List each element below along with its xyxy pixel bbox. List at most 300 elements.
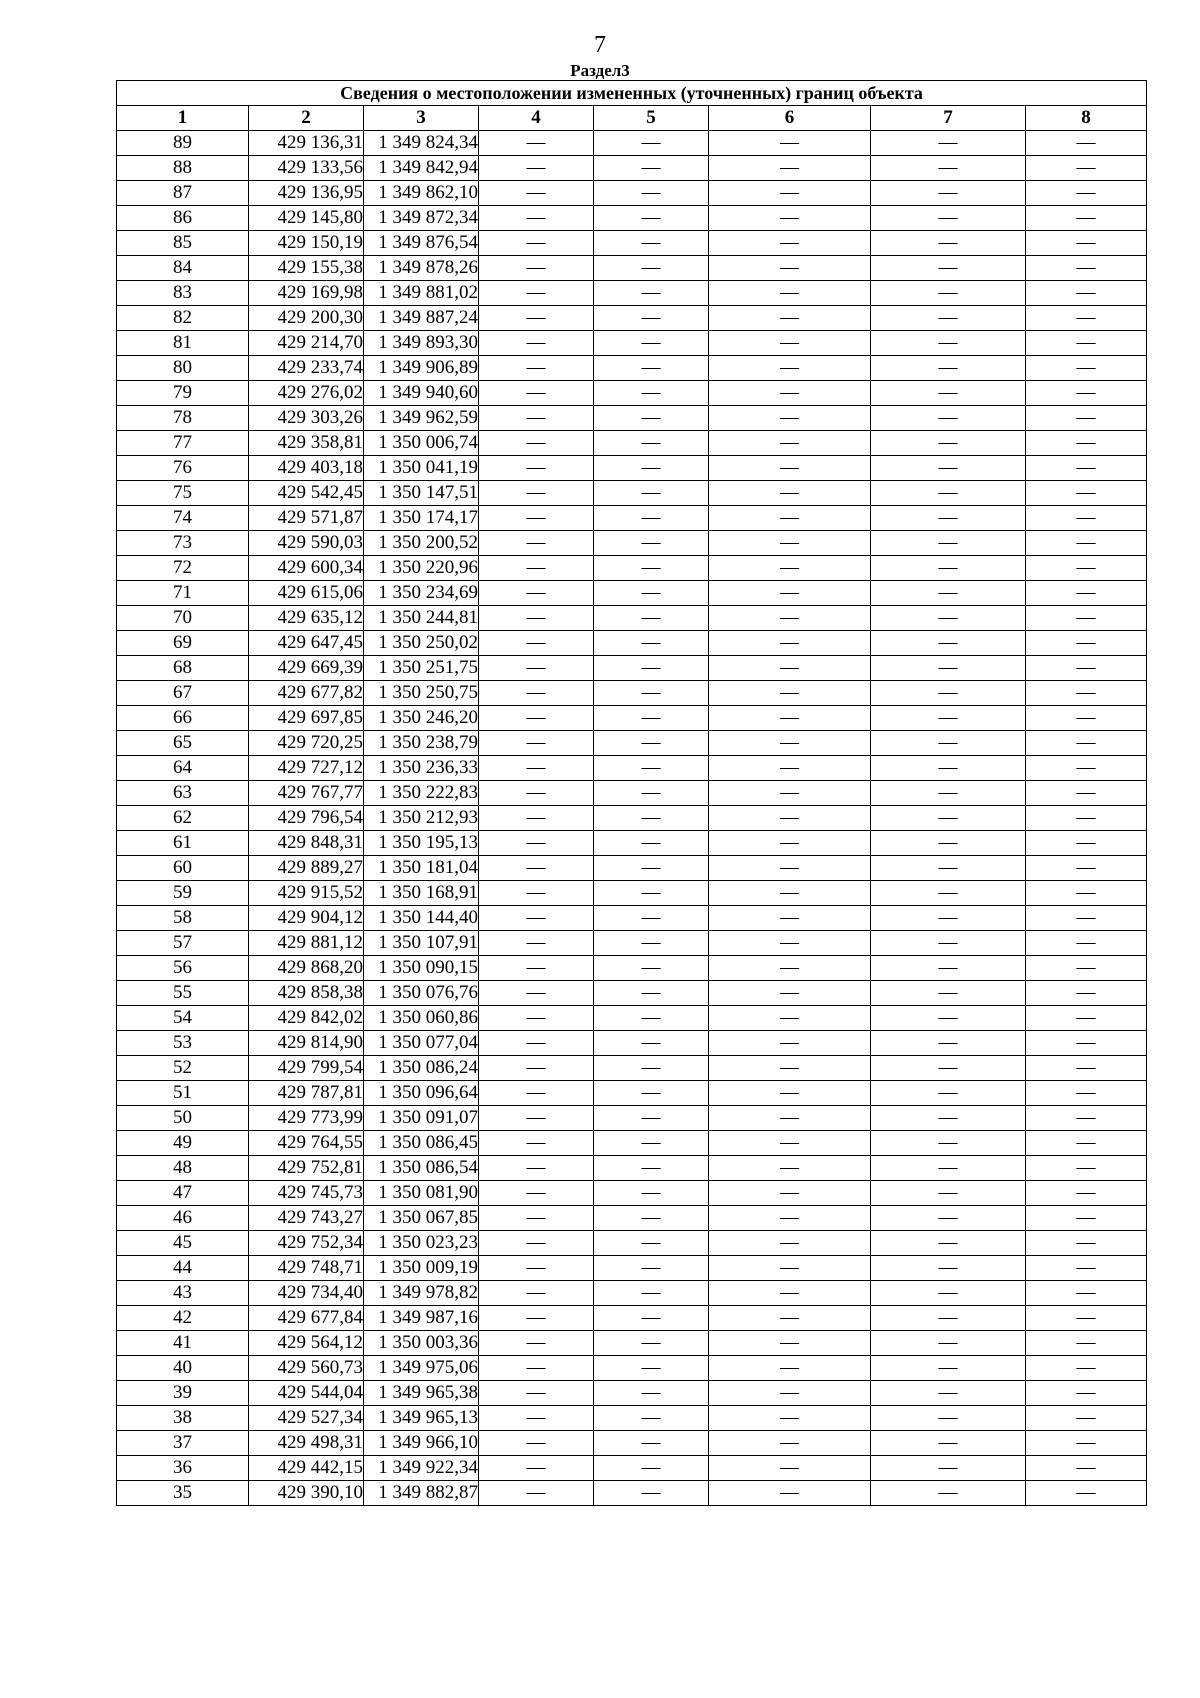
empty-value-cell: — (709, 156, 871, 181)
y-coordinate-cell: 1 350 220,96 (364, 556, 479, 581)
empty-value-cell: — (479, 381, 594, 406)
table-row (117, 906, 1147, 931)
empty-value-cell: — (479, 431, 594, 456)
y-coordinate-cell: 1 350 244,81 (364, 606, 479, 631)
empty-value-cell: — (709, 1331, 871, 1356)
empty-value-cell: — (871, 181, 1026, 206)
empty-value-cell: — (871, 831, 1026, 856)
table-row (117, 681, 1147, 706)
point-number-cell: 52 (117, 1056, 249, 1081)
point-number-cell: 64 (117, 756, 249, 781)
empty-value-cell: — (1026, 581, 1147, 606)
empty-value-cell: — (594, 881, 709, 906)
empty-value-cell: — (871, 1481, 1026, 1506)
empty-value-cell: — (479, 956, 594, 981)
empty-value-cell: — (479, 131, 594, 156)
point-number-cell: 67 (117, 681, 249, 706)
y-coordinate-cell: 1 350 090,15 (364, 956, 479, 981)
empty-value-cell: — (709, 1406, 871, 1431)
empty-value-cell: — (709, 506, 871, 531)
table-row (117, 581, 1147, 606)
column-number: 8 (1026, 106, 1147, 131)
y-coordinate-cell: 1 350 246,20 (364, 706, 479, 731)
empty-value-cell: — (871, 556, 1026, 581)
empty-value-cell: — (871, 406, 1026, 431)
y-coordinate-cell: 1 349 965,38 (364, 1381, 479, 1406)
empty-value-cell: — (1026, 1431, 1147, 1456)
empty-value-cell: — (479, 256, 594, 281)
table-row (117, 431, 1147, 456)
table-row (117, 1381, 1147, 1406)
empty-value-cell: — (479, 1456, 594, 1481)
empty-value-cell: — (594, 756, 709, 781)
point-number-cell: 71 (117, 581, 249, 606)
y-coordinate-cell: 1 350 091,07 (364, 1106, 479, 1131)
x-coordinate-cell: 429 214,70 (249, 331, 364, 356)
empty-value-cell: — (479, 806, 594, 831)
empty-value-cell: — (871, 481, 1026, 506)
y-coordinate-cell: 1 350 107,91 (364, 931, 479, 956)
empty-value-cell: — (594, 481, 709, 506)
table-row (117, 1356, 1147, 1381)
y-coordinate-cell: 1 350 067,85 (364, 1206, 479, 1231)
x-coordinate-cell: 429 564,12 (249, 1331, 364, 1356)
boundary-coordinates-table (116, 80, 1147, 1506)
x-coordinate-cell: 429 136,95 (249, 181, 364, 206)
y-coordinate-cell: 1 350 006,74 (364, 431, 479, 456)
empty-value-cell: — (709, 1181, 871, 1206)
empty-value-cell: — (594, 1131, 709, 1156)
point-number-cell: 42 (117, 1306, 249, 1331)
y-coordinate-cell: 1 350 212,93 (364, 806, 479, 831)
x-coordinate-cell: 429 647,45 (249, 631, 364, 656)
empty-value-cell: — (1026, 1156, 1147, 1181)
empty-value-cell: — (594, 131, 709, 156)
empty-value-cell: — (594, 1406, 709, 1431)
table-row (117, 156, 1147, 181)
empty-value-cell: — (871, 1306, 1026, 1331)
y-coordinate-cell: 1 349 824,34 (364, 131, 479, 156)
x-coordinate-cell: 429 615,06 (249, 581, 364, 606)
y-coordinate-cell: 1 350 096,64 (364, 1081, 479, 1106)
x-coordinate-cell: 429 752,34 (249, 1231, 364, 1256)
table-row (117, 1306, 1147, 1331)
table-row (117, 481, 1147, 506)
x-coordinate-cell: 429 748,71 (249, 1256, 364, 1281)
table-row (117, 1281, 1147, 1306)
empty-value-cell: — (1026, 356, 1147, 381)
x-coordinate-cell: 429 868,20 (249, 956, 364, 981)
y-coordinate-cell: 1 349 887,24 (364, 306, 479, 331)
x-coordinate-cell: 429 600,34 (249, 556, 364, 581)
empty-value-cell: — (709, 756, 871, 781)
empty-value-cell: — (594, 531, 709, 556)
point-number-cell: 61 (117, 831, 249, 856)
empty-value-cell: — (479, 331, 594, 356)
x-coordinate-cell: 429 544,04 (249, 1381, 364, 1406)
point-number-cell: 79 (117, 381, 249, 406)
y-coordinate-cell: 1 350 077,04 (364, 1031, 479, 1056)
empty-value-cell: — (1026, 656, 1147, 681)
point-number-cell: 48 (117, 1156, 249, 1181)
empty-value-cell: — (1026, 156, 1147, 181)
empty-value-cell: — (871, 881, 1026, 906)
empty-value-cell: — (594, 456, 709, 481)
y-coordinate-cell: 1 350 238,79 (364, 731, 479, 756)
point-number-cell: 47 (117, 1181, 249, 1206)
x-coordinate-cell: 429 136,31 (249, 131, 364, 156)
empty-value-cell: — (709, 731, 871, 756)
empty-value-cell: — (871, 956, 1026, 981)
empty-value-cell: — (871, 1356, 1026, 1381)
empty-value-cell: — (871, 781, 1026, 806)
empty-value-cell: — (871, 431, 1026, 456)
table-row (117, 281, 1147, 306)
empty-value-cell: — (709, 831, 871, 856)
empty-value-cell: — (871, 1031, 1026, 1056)
empty-value-cell: — (1026, 731, 1147, 756)
point-number-cell: 87 (117, 181, 249, 206)
table-row (117, 231, 1147, 256)
table-row (117, 831, 1147, 856)
y-coordinate-cell: 1 350 222,83 (364, 781, 479, 806)
empty-value-cell: — (709, 1081, 871, 1106)
empty-value-cell: — (871, 1206, 1026, 1231)
empty-value-cell: — (1026, 1231, 1147, 1256)
empty-value-cell: — (594, 406, 709, 431)
empty-value-cell: — (1026, 1131, 1147, 1156)
empty-value-cell: — (709, 931, 871, 956)
y-coordinate-cell: 1 349 975,06 (364, 1356, 479, 1381)
point-number-cell: 60 (117, 856, 249, 881)
y-coordinate-cell: 1 350 174,17 (364, 506, 479, 531)
point-number-cell: 76 (117, 456, 249, 481)
empty-value-cell: — (594, 306, 709, 331)
empty-value-cell: — (709, 1031, 871, 1056)
empty-value-cell: — (871, 656, 1026, 681)
empty-value-cell: — (1026, 431, 1147, 456)
empty-value-cell: — (871, 306, 1026, 331)
empty-value-cell: — (594, 1431, 709, 1456)
point-number-cell: 49 (117, 1131, 249, 1156)
empty-value-cell: — (594, 356, 709, 381)
empty-value-cell: — (871, 981, 1026, 1006)
empty-value-cell: — (479, 706, 594, 731)
empty-value-cell: — (1026, 781, 1147, 806)
empty-value-cell: — (871, 531, 1026, 556)
x-coordinate-cell: 429 233,74 (249, 356, 364, 381)
x-coordinate-cell: 429 590,03 (249, 531, 364, 556)
point-number-cell: 38 (117, 1406, 249, 1431)
y-coordinate-cell: 1 349 893,30 (364, 331, 479, 356)
y-coordinate-cell: 1 349 862,10 (364, 181, 479, 206)
table-row (117, 131, 1147, 156)
empty-value-cell: — (479, 356, 594, 381)
y-coordinate-cell: 1 349 881,02 (364, 281, 479, 306)
empty-value-cell: — (594, 681, 709, 706)
empty-value-cell: — (709, 1206, 871, 1231)
empty-value-cell: — (1026, 1006, 1147, 1031)
point-number-cell: 36 (117, 1456, 249, 1481)
x-coordinate-cell: 429 697,85 (249, 706, 364, 731)
empty-value-cell: — (709, 1356, 871, 1381)
x-coordinate-cell: 429 734,40 (249, 1281, 364, 1306)
point-number-cell: 37 (117, 1431, 249, 1456)
table-row (117, 1156, 1147, 1181)
point-number-cell: 58 (117, 906, 249, 931)
empty-value-cell: — (709, 1156, 871, 1181)
table-row (117, 1456, 1147, 1481)
empty-value-cell: — (479, 181, 594, 206)
table-row (117, 331, 1147, 356)
empty-value-cell: — (871, 856, 1026, 881)
x-coordinate-cell: 429 669,39 (249, 656, 364, 681)
empty-value-cell: — (709, 1056, 871, 1081)
empty-value-cell: — (1026, 806, 1147, 831)
x-coordinate-cell: 429 677,82 (249, 681, 364, 706)
empty-value-cell: — (871, 606, 1026, 631)
table-row (117, 1056, 1147, 1081)
x-coordinate-cell: 429 145,80 (249, 206, 364, 231)
empty-value-cell: — (479, 1256, 594, 1281)
empty-value-cell: — (594, 606, 709, 631)
empty-value-cell: — (1026, 1381, 1147, 1406)
empty-value-cell: — (594, 906, 709, 931)
empty-value-cell: — (594, 781, 709, 806)
empty-value-cell: — (871, 581, 1026, 606)
empty-value-cell: — (709, 331, 871, 356)
empty-value-cell: — (709, 881, 871, 906)
empty-value-cell: — (709, 1006, 871, 1031)
x-coordinate-cell: 429 915,52 (249, 881, 364, 906)
x-coordinate-cell: 429 848,31 (249, 831, 364, 856)
table-row (117, 1256, 1147, 1281)
point-number-cell: 44 (117, 1256, 249, 1281)
empty-value-cell: — (479, 231, 594, 256)
y-coordinate-cell: 1 349 922,34 (364, 1456, 479, 1481)
table-row (117, 1481, 1147, 1506)
point-number-cell: 84 (117, 256, 249, 281)
table-row (117, 306, 1147, 331)
empty-value-cell: — (1026, 531, 1147, 556)
empty-value-cell: — (479, 1006, 594, 1031)
point-number-cell: 78 (117, 406, 249, 431)
point-number-cell: 55 (117, 981, 249, 1006)
empty-value-cell: — (1026, 131, 1147, 156)
empty-value-cell: — (594, 1381, 709, 1406)
empty-value-cell: — (871, 381, 1026, 406)
point-number-cell: 68 (117, 656, 249, 681)
empty-value-cell: — (709, 381, 871, 406)
empty-value-cell: — (871, 806, 1026, 831)
x-coordinate-cell: 429 767,77 (249, 781, 364, 806)
empty-value-cell: — (709, 206, 871, 231)
empty-value-cell: — (594, 856, 709, 881)
y-coordinate-cell: 1 349 882,87 (364, 1481, 479, 1506)
empty-value-cell: — (1026, 1081, 1147, 1106)
empty-value-cell: — (479, 756, 594, 781)
x-coordinate-cell: 429 527,34 (249, 1406, 364, 1431)
empty-value-cell: — (594, 331, 709, 356)
empty-value-cell: — (709, 631, 871, 656)
empty-value-cell: — (709, 1256, 871, 1281)
empty-value-cell: — (709, 181, 871, 206)
x-coordinate-cell: 429 169,98 (249, 281, 364, 306)
point-number-cell: 75 (117, 481, 249, 506)
empty-value-cell: — (594, 1006, 709, 1031)
empty-value-cell: — (1026, 1281, 1147, 1306)
empty-value-cell: — (871, 931, 1026, 956)
empty-value-cell: — (1026, 1206, 1147, 1231)
empty-value-cell: — (479, 1056, 594, 1081)
empty-value-cell: — (871, 1106, 1026, 1131)
x-coordinate-cell: 429 390,10 (249, 1481, 364, 1506)
empty-value-cell: — (594, 956, 709, 981)
y-coordinate-cell: 1 349 987,16 (364, 1306, 479, 1331)
empty-value-cell: — (871, 1181, 1026, 1206)
empty-value-cell: — (1026, 606, 1147, 631)
x-coordinate-cell: 429 787,81 (249, 1081, 364, 1106)
x-coordinate-cell: 429 200,30 (249, 306, 364, 331)
empty-value-cell: — (594, 1256, 709, 1281)
empty-value-cell: — (871, 631, 1026, 656)
table-caption-row (117, 81, 1147, 106)
empty-value-cell: — (1026, 906, 1147, 931)
x-coordinate-cell: 429 773,99 (249, 1106, 364, 1131)
empty-value-cell: — (871, 1081, 1026, 1106)
x-coordinate-cell: 429 403,18 (249, 456, 364, 481)
empty-value-cell: — (871, 756, 1026, 781)
empty-value-cell: — (709, 981, 871, 1006)
empty-value-cell: — (479, 881, 594, 906)
table-row (117, 456, 1147, 481)
empty-value-cell: — (1026, 481, 1147, 506)
x-coordinate-cell: 429 677,84 (249, 1306, 364, 1331)
x-coordinate-cell: 429 743,27 (249, 1206, 364, 1231)
point-number-cell: 53 (117, 1031, 249, 1056)
y-coordinate-cell: 1 349 940,60 (364, 381, 479, 406)
empty-value-cell: — (479, 1306, 594, 1331)
table-row (117, 631, 1147, 656)
table-row (117, 381, 1147, 406)
empty-value-cell: — (871, 1281, 1026, 1306)
table-row (117, 606, 1147, 631)
empty-value-cell: — (479, 556, 594, 581)
empty-value-cell: — (479, 1106, 594, 1131)
table-row (117, 981, 1147, 1006)
empty-value-cell: — (594, 1306, 709, 1331)
empty-value-cell: — (594, 1106, 709, 1131)
empty-value-cell: — (594, 1206, 709, 1231)
y-coordinate-cell: 1 349 876,54 (364, 231, 479, 256)
y-coordinate-cell: 1 349 842,94 (364, 156, 479, 181)
empty-value-cell: — (709, 606, 871, 631)
table-row (117, 731, 1147, 756)
empty-value-cell: — (594, 1031, 709, 1056)
empty-value-cell: — (479, 1081, 594, 1106)
empty-value-cell: — (479, 506, 594, 531)
empty-value-cell: — (594, 206, 709, 231)
x-coordinate-cell: 429 560,73 (249, 1356, 364, 1381)
empty-value-cell: — (871, 906, 1026, 931)
empty-value-cell: — (594, 231, 709, 256)
empty-value-cell: — (871, 156, 1026, 181)
table-row (117, 1231, 1147, 1256)
x-coordinate-cell: 429 542,45 (249, 481, 364, 506)
table-row (117, 956, 1147, 981)
x-coordinate-cell: 429 745,73 (249, 1181, 364, 1206)
empty-value-cell: — (594, 831, 709, 856)
empty-value-cell: — (709, 406, 871, 431)
y-coordinate-cell: 1 349 906,89 (364, 356, 479, 381)
y-coordinate-cell: 1 350 086,54 (364, 1156, 479, 1181)
empty-value-cell: — (1026, 631, 1147, 656)
table-row (117, 1131, 1147, 1156)
empty-value-cell: — (1026, 756, 1147, 781)
y-coordinate-cell: 1 350 181,04 (364, 856, 479, 881)
table-row (117, 1206, 1147, 1231)
point-number-cell: 54 (117, 1006, 249, 1031)
table-body (117, 131, 1147, 1506)
table-row (117, 1081, 1147, 1106)
table-row (117, 706, 1147, 731)
empty-value-cell: — (479, 1356, 594, 1381)
empty-value-cell: — (709, 1381, 871, 1406)
empty-value-cell: — (871, 456, 1026, 481)
empty-value-cell: — (871, 731, 1026, 756)
empty-value-cell: — (709, 681, 871, 706)
point-number-cell: 45 (117, 1231, 249, 1256)
x-coordinate-cell: 429 764,55 (249, 1131, 364, 1156)
empty-value-cell: — (1026, 456, 1147, 481)
empty-value-cell: — (1026, 881, 1147, 906)
point-number-cell: 56 (117, 956, 249, 981)
point-number-cell: 70 (117, 606, 249, 631)
y-coordinate-cell: 1 350 060,86 (364, 1006, 479, 1031)
empty-value-cell: — (1026, 181, 1147, 206)
empty-value-cell: — (479, 1181, 594, 1206)
empty-value-cell: — (479, 581, 594, 606)
y-coordinate-cell: 1 350 251,75 (364, 656, 479, 681)
x-coordinate-cell: 429 571,87 (249, 506, 364, 531)
column-number-row (117, 106, 1147, 131)
y-coordinate-cell: 1 349 878,26 (364, 256, 479, 281)
empty-value-cell: — (709, 656, 871, 681)
empty-value-cell: — (1026, 856, 1147, 881)
table-row (117, 256, 1147, 281)
x-coordinate-cell: 429 752,81 (249, 1156, 364, 1181)
empty-value-cell: — (709, 556, 871, 581)
y-coordinate-cell: 1 350 195,13 (364, 831, 479, 856)
point-number-cell: 88 (117, 156, 249, 181)
empty-value-cell: — (709, 256, 871, 281)
point-number-cell: 69 (117, 631, 249, 656)
x-coordinate-cell: 429 842,02 (249, 1006, 364, 1031)
empty-value-cell: — (709, 306, 871, 331)
point-number-cell: 57 (117, 931, 249, 956)
y-coordinate-cell: 1 350 086,24 (364, 1056, 479, 1081)
y-coordinate-cell: 1 349 978,82 (364, 1281, 479, 1306)
empty-value-cell: — (871, 1231, 1026, 1256)
column-number: 7 (871, 106, 1026, 131)
empty-value-cell: — (594, 806, 709, 831)
empty-value-cell: — (594, 506, 709, 531)
point-number-cell: 40 (117, 1356, 249, 1381)
empty-value-cell: — (594, 981, 709, 1006)
empty-value-cell: — (1026, 1256, 1147, 1281)
y-coordinate-cell: 1 350 250,75 (364, 681, 479, 706)
empty-value-cell: — (479, 731, 594, 756)
